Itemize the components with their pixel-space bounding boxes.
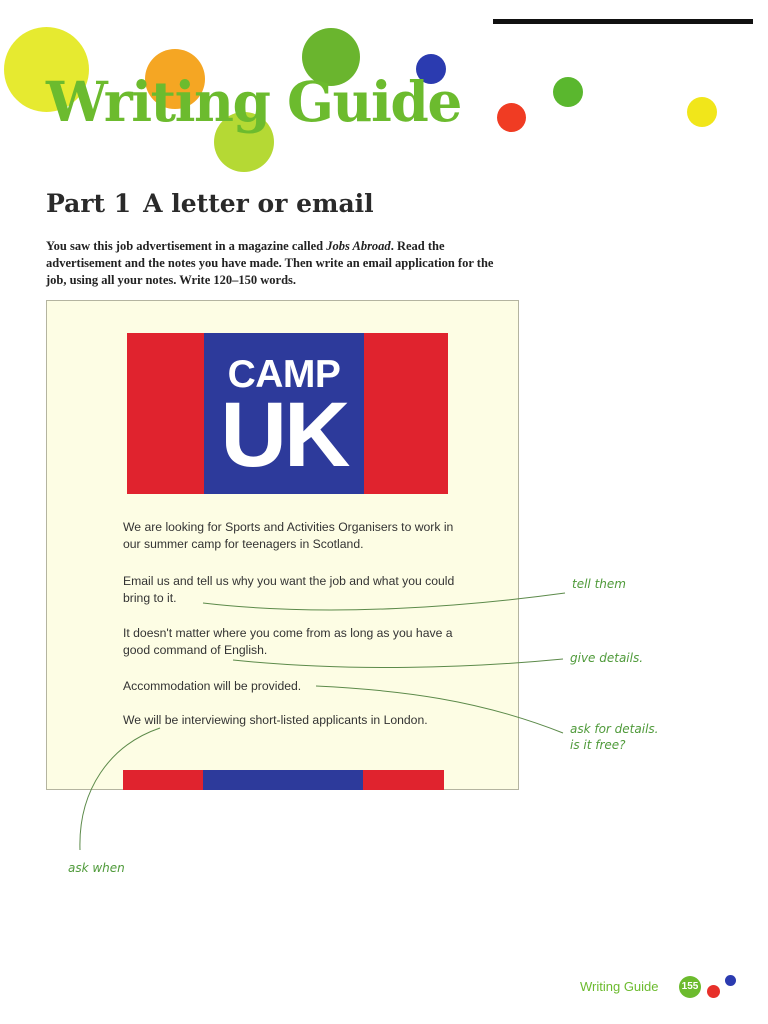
advert-paragraph-english: It doesn't matter where you come from as long as you have a good command of English. — [123, 626, 453, 657]
page-number: 155 — [679, 976, 701, 998]
part-heading — [46, 190, 374, 218]
advert-paragraph-accommodation: Accommodation will be provided. — [123, 679, 302, 693]
note-ask-when: ask when — [68, 861, 125, 875]
advert-paragraph-interviews: We will be interviewing short-listed applicants in London. — [123, 713, 428, 727]
stripe-red-left — [123, 770, 203, 790]
logo-blue-panel — [204, 333, 364, 494]
task-instructions — [46, 238, 516, 289]
logo-camp-text: CAMP — [227, 353, 341, 396]
decorative-dot-red — [497, 103, 526, 132]
footer-dot-blue — [725, 975, 736, 986]
page-title: Writing Guide — [46, 69, 461, 134]
logo-uk-text: UK — [220, 384, 348, 486]
camp-uk-logo — [127, 333, 448, 494]
magazine-title: Jobs Abroad — [326, 239, 391, 253]
instructions-text-before: You saw this job advertisement in a magazine called — [46, 239, 327, 253]
note-tell-them: tell them — [572, 577, 626, 591]
decorative-dot-yellow-right — [687, 97, 717, 127]
decorative-dot-green-small — [553, 77, 583, 107]
part-label: Part 1 — [46, 189, 132, 218]
note-is-it-free: is it free? — [570, 738, 626, 752]
instructions-text-after: . Read the advertisement and the notes you have made. Then write an email application for the job, using all your notes. Write 120–150 words. — [46, 239, 494, 287]
footer-dot-red — [707, 985, 720, 998]
stripe-blue — [203, 770, 363, 790]
part-title: A letter or email — [143, 189, 374, 218]
top-rule — [493, 19, 753, 24]
advert-paragraph-email: Email us and tell us why you want the job and what you could bring to it. — [123, 574, 455, 605]
note-give-details: give details. — [570, 651, 644, 665]
stripe-red-right — [363, 770, 444, 790]
note-ask-for-details: ask for details. — [570, 722, 659, 736]
footer-label: Writing Guide — [580, 979, 659, 994]
job-advertisement — [46, 300, 519, 790]
advert-bottom-stripe — [123, 770, 444, 790]
advert-paragraph-recruiting: We are looking for Sports and Activities Organisers to work in our summer camp for teenagers in Scotland. — [123, 520, 454, 551]
